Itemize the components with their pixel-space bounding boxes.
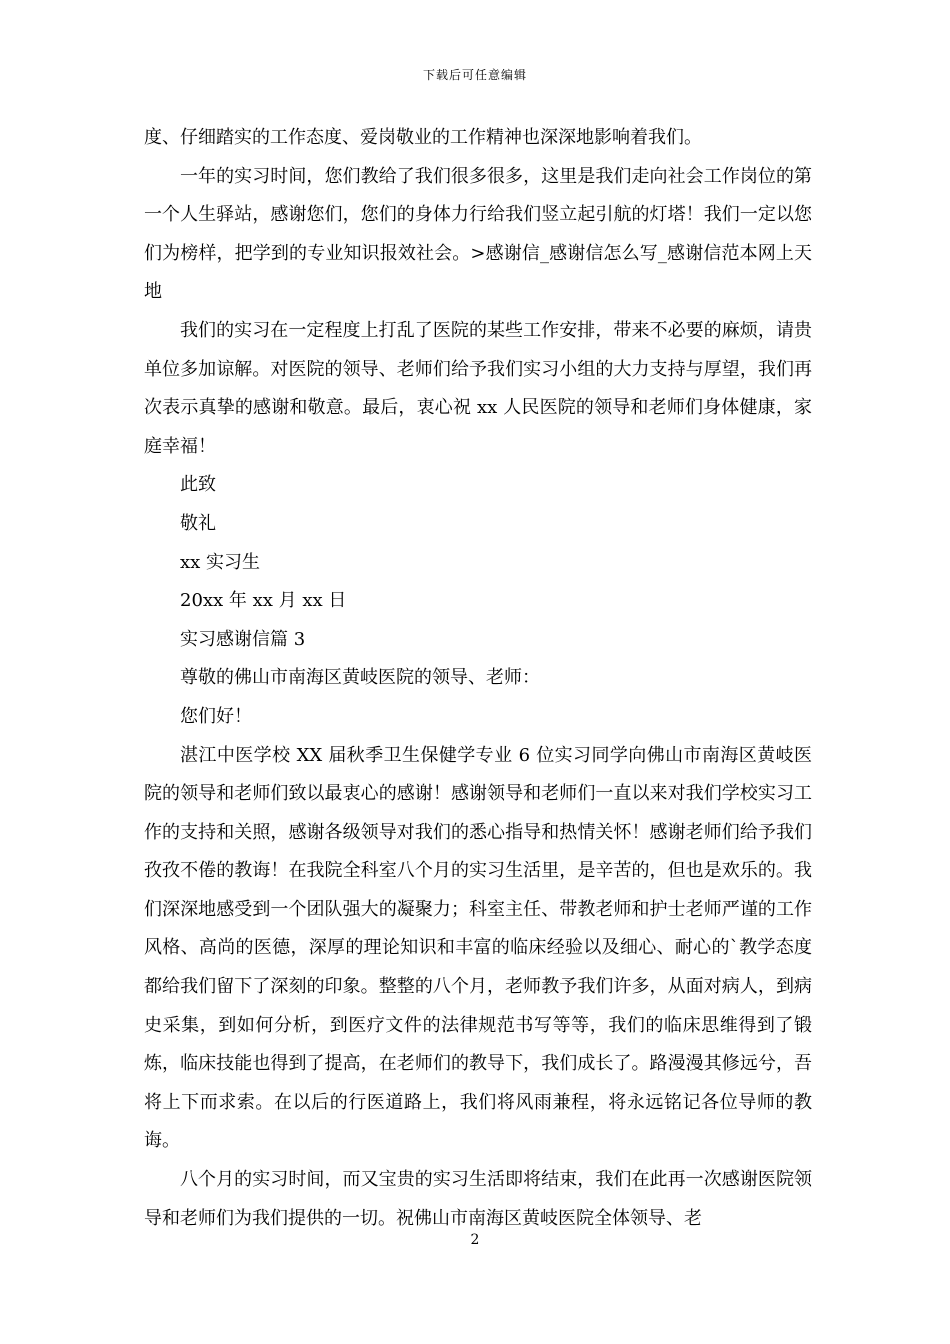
date-line: 20xx 年 xx 月 xx 日 <box>180 590 347 612</box>
paragraph: 八个月的实习时间，而又宝贵的实习生活即将结束，我们在此再一次感谢医院领导和老师们为我们提供的一切。祝佛山市南海区黄岐医院全体领导、老 <box>144 1169 812 1229</box>
page-header: 下载后可任意编辑 <box>422 68 527 82</box>
paragraph: 我们的实习在一定程度上打乱了医院的某些工作安排，带来不必要的麻烦，请贵单位多加谅解。对医院的领导、老师们给予我们实习小组的大力支持与厚望，我们再次表示真挚的感谢和敬意。最后，衷心祝 xx 人民医院的领导和老师们身体健康，家庭幸福！ <box>144 319 812 457</box>
closing-regards: 敬礼 <box>180 512 216 534</box>
letter-greeting: 您们好！ <box>180 705 252 727</box>
closing-salutation: 此致 <box>180 474 216 496</box>
paragraph: 湛江中医学校 XX 届秋季卫生保健学专业 6 位实习同学向佛山市南海区黄岐医院的领导和老师们致以最衷心的感谢！感谢领导和老师们一直以来对我们学校实习工作的支持和关照，感谢各级领导对我们的悉心指导和热情关怀！感谢老师们给予我们孜孜不倦的教诲！在我院全科室八个月的实习生活里，是辛苦的，但也是欢乐的。我们深深地感受到一个团队强大的凝聚力；科室主任、带教老师和护士老师严谨的工作风格、高尚的医德，深厚的理论知识和丰富的临床经验以及细心、耐心的`教学态度都给我们留下了深刻的印象。整整的八个月，老师教予我们许多，从面对病人，到病史采集，到如何分析，到医疗文件的法律规范书写等等，我们的临床思维得到了锻炼，临床技能也得到了提高，在老师们的教导下，我们成长了。路漫漫其修远兮，吾将上下而求索。在以后的行医道路上，我们将风雨兼程，将永远铭记各位导师的教诲。 <box>144 744 812 1152</box>
paragraph: 一年的实习时间，您们教给了我们很多很多，这里是我们走向社会工作岗位的第一个人生驿站，感谢您们，您们的身体力行给我们竖立起引航的灯塔！我们一定以您们为榜样，把学到的专业知识报效社会。>感谢信_感谢信怎么写_感谢信范本网上天地 <box>144 165 812 303</box>
paragraph: 度、仔细踏实的工作态度、爱岗敬业的工作精神也深深地影响着我们。 <box>144 127 702 148</box>
document-body <box>144 119 812 1238</box>
signature: xx 实习生 <box>180 551 261 573</box>
page-number: 2 <box>470 1232 480 1248</box>
letter-addressee: 尊敬的佛山市南海区黄岐医院的领导、老师： <box>180 667 540 689</box>
section-title: 实习感谢信篇 3 <box>180 628 306 650</box>
